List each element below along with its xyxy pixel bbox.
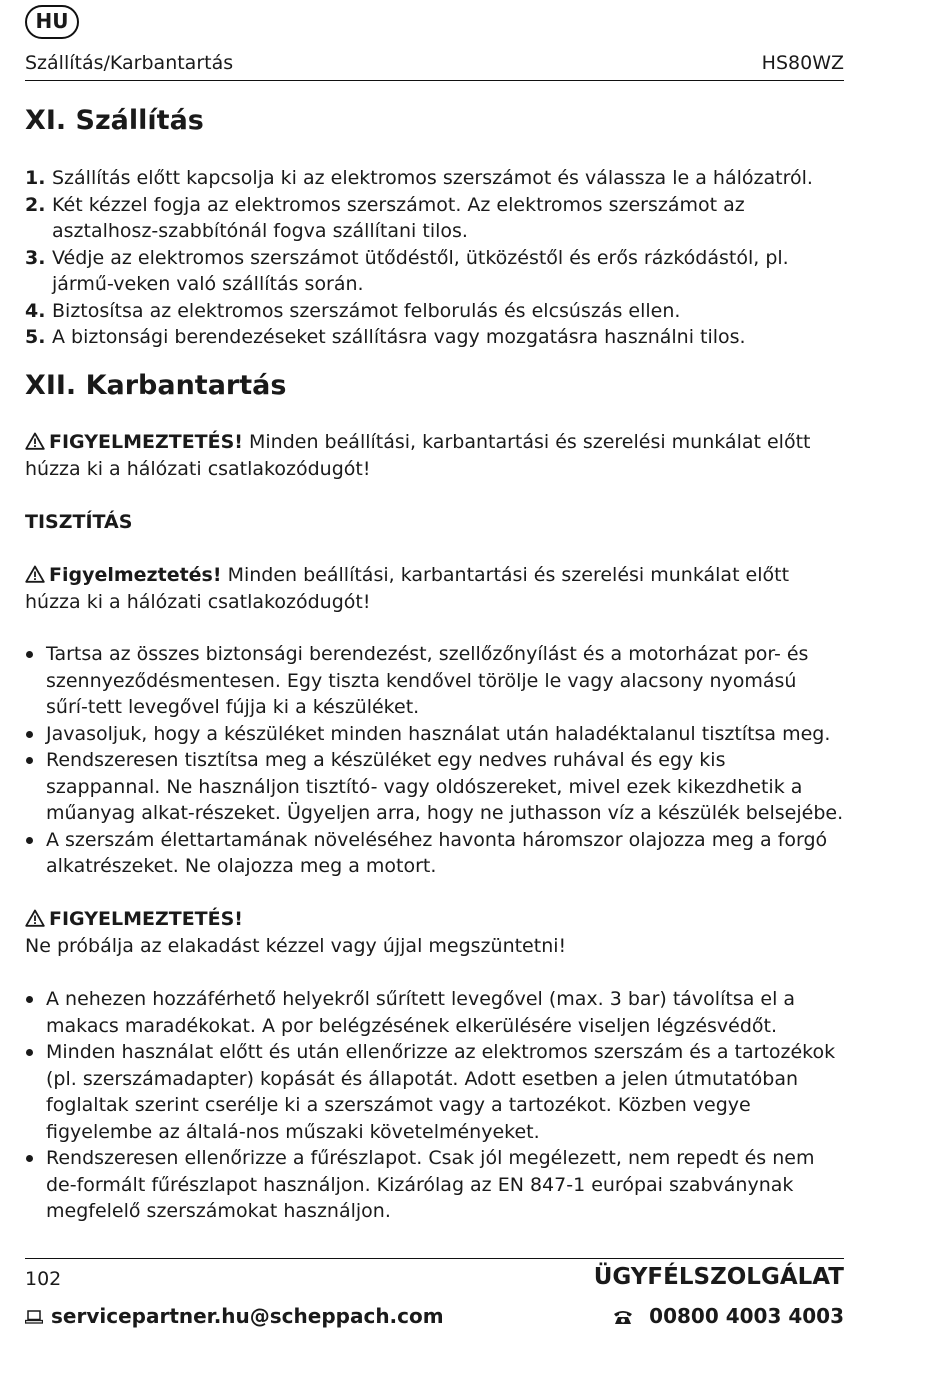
phone-number[interactable]: 00800 4003 4003 — [649, 1304, 844, 1328]
warning-label: FIGYELMEZTETÉS! — [49, 431, 243, 453]
cleaning-list — [25, 641, 844, 880]
warning-label: FIGYELMEZTETÉS! — [49, 908, 243, 930]
model-number: HS80WZ — [761, 52, 844, 74]
maintenance-list — [25, 986, 844, 1225]
warning-text: Minden beállítási, karbantartási és szerelési munkálat előtt húzza ki a hálózati csatlakozódugót! — [25, 564, 790, 613]
list-item: 3. Védje az elektromos szerszámot ütődéstől, ütközéstől és erős rázkódástól, pl. jármű-veken való szállítás során. — [25, 246, 789, 295]
section-path: Szállítás/Karbantartás — [25, 52, 234, 74]
warning-icon — [25, 432, 45, 450]
footer-divider — [25, 1258, 844, 1259]
page-number: 102 — [25, 1268, 62, 1290]
list-item: 2. Két kézzel fogja az elektromos szerszámot. Az elektromos szerszámot az asztalhosz-szabbítónál fogva szállítani tilos. — [25, 193, 745, 242]
warning-block — [25, 562, 844, 615]
transport-steps — [25, 165, 844, 351]
list-item: Rendszeresen tisztítsa meg a készüléket egy nedves ruhával és egy kis szappannal. Ne használjon tisztító- vagy oldószereket, mivel ezek kikezdhetik a műanyag alkat-részeket. Ügyeljen arra, hogy ne juthasson víz a készülék belsejébe. — [25, 747, 844, 827]
list-item: Rendszeresen ellenőrizze a fűrészlapot. Csak jól megélezett, nem repedt és nem de-formált fűrészlapot használjon. Kizárólag az EN 847-1 európai szabványnak megfelelő szerszámokat használjon. — [25, 1145, 844, 1225]
list-item: Javasoljuk, hogy a készüléket minden használat után haladéktalanul tisztítsa meg. — [25, 721, 844, 748]
warning-block — [25, 429, 844, 482]
warning-label: Figyelmeztetés! — [49, 564, 222, 586]
service-phone[interactable] — [613, 1304, 844, 1328]
warning-block — [25, 906, 844, 959]
list-item: A szerszám élettartamának növeléséhez havonta háromszor olajozza meg a forgó alkatrészeket. Ne olajozza meg a motort. — [25, 827, 844, 880]
list-item: 5. A biztonsági berendezéseket szállításra vagy mozgatásra használni tilos. — [25, 326, 746, 348]
page-header — [25, 50, 844, 81]
list-item: Tartsa az összes biztonsági berendezést, szellőzőnyílást és a motorházat por- és szennyeződésmentesen. Egy tiszta kendővel törölje le vagy alacsony nyomású sűrí-tett levegővel fújja ki a készüléket. — [25, 641, 844, 721]
list-item: 4. Biztosítsa az elektromos szerszámot felborulás és elcsúszás ellen. — [25, 299, 681, 322]
list-item: Minden használat előtt és után ellenőrizze az elektromos szerszám és a tartozékok (pl. szerszámadapter) kopását és állapotát. Adott esetben a jelen útmutatóban foglaltak szerint cserélje ki a szerszámot vagy a tartozékot. Közben vegye figyelembe az általá-nos műszaki követelményeket. — [25, 1039, 844, 1145]
service-email[interactable] — [25, 1304, 444, 1328]
email-address[interactable]: servicepartner.hu@scheppach.com — [51, 1304, 444, 1328]
service-title: ÜGYFÉLSZOLGÁLAT — [593, 1264, 844, 1290]
list-item: A nehezen hozzáférhető helyekről sűrített levegővel (max. 3 bar) távolítsa el a makacs maradékokat. A por belégzésének elkerülésére viseljen légzésvédőt. — [25, 986, 844, 1039]
language-badge: HU — [25, 5, 79, 39]
warning-icon — [25, 565, 45, 583]
warning-text: Minden beállítási, karbantartási és szerelési munkálat előtt húzza ki a hálózati csatlakozódugót! — [25, 431, 811, 480]
list-item: 1. Szállítás előtt kapcsolja ki az elektromos szerszámot és válassza le a hálózatról. — [25, 167, 813, 189]
phone-icon — [613, 1309, 633, 1325]
laptop-icon — [25, 1310, 43, 1324]
transport-title: XI. Szállítás — [25, 105, 204, 136]
warning-text: Ne próbálja az elakadást kézzel vagy újjal megszüntetni! — [25, 934, 567, 957]
maintenance-title: XII. Karbantartás — [25, 370, 287, 401]
warning-icon — [25, 909, 45, 927]
cleaning-heading: TISZTÍTÁS — [25, 511, 133, 533]
